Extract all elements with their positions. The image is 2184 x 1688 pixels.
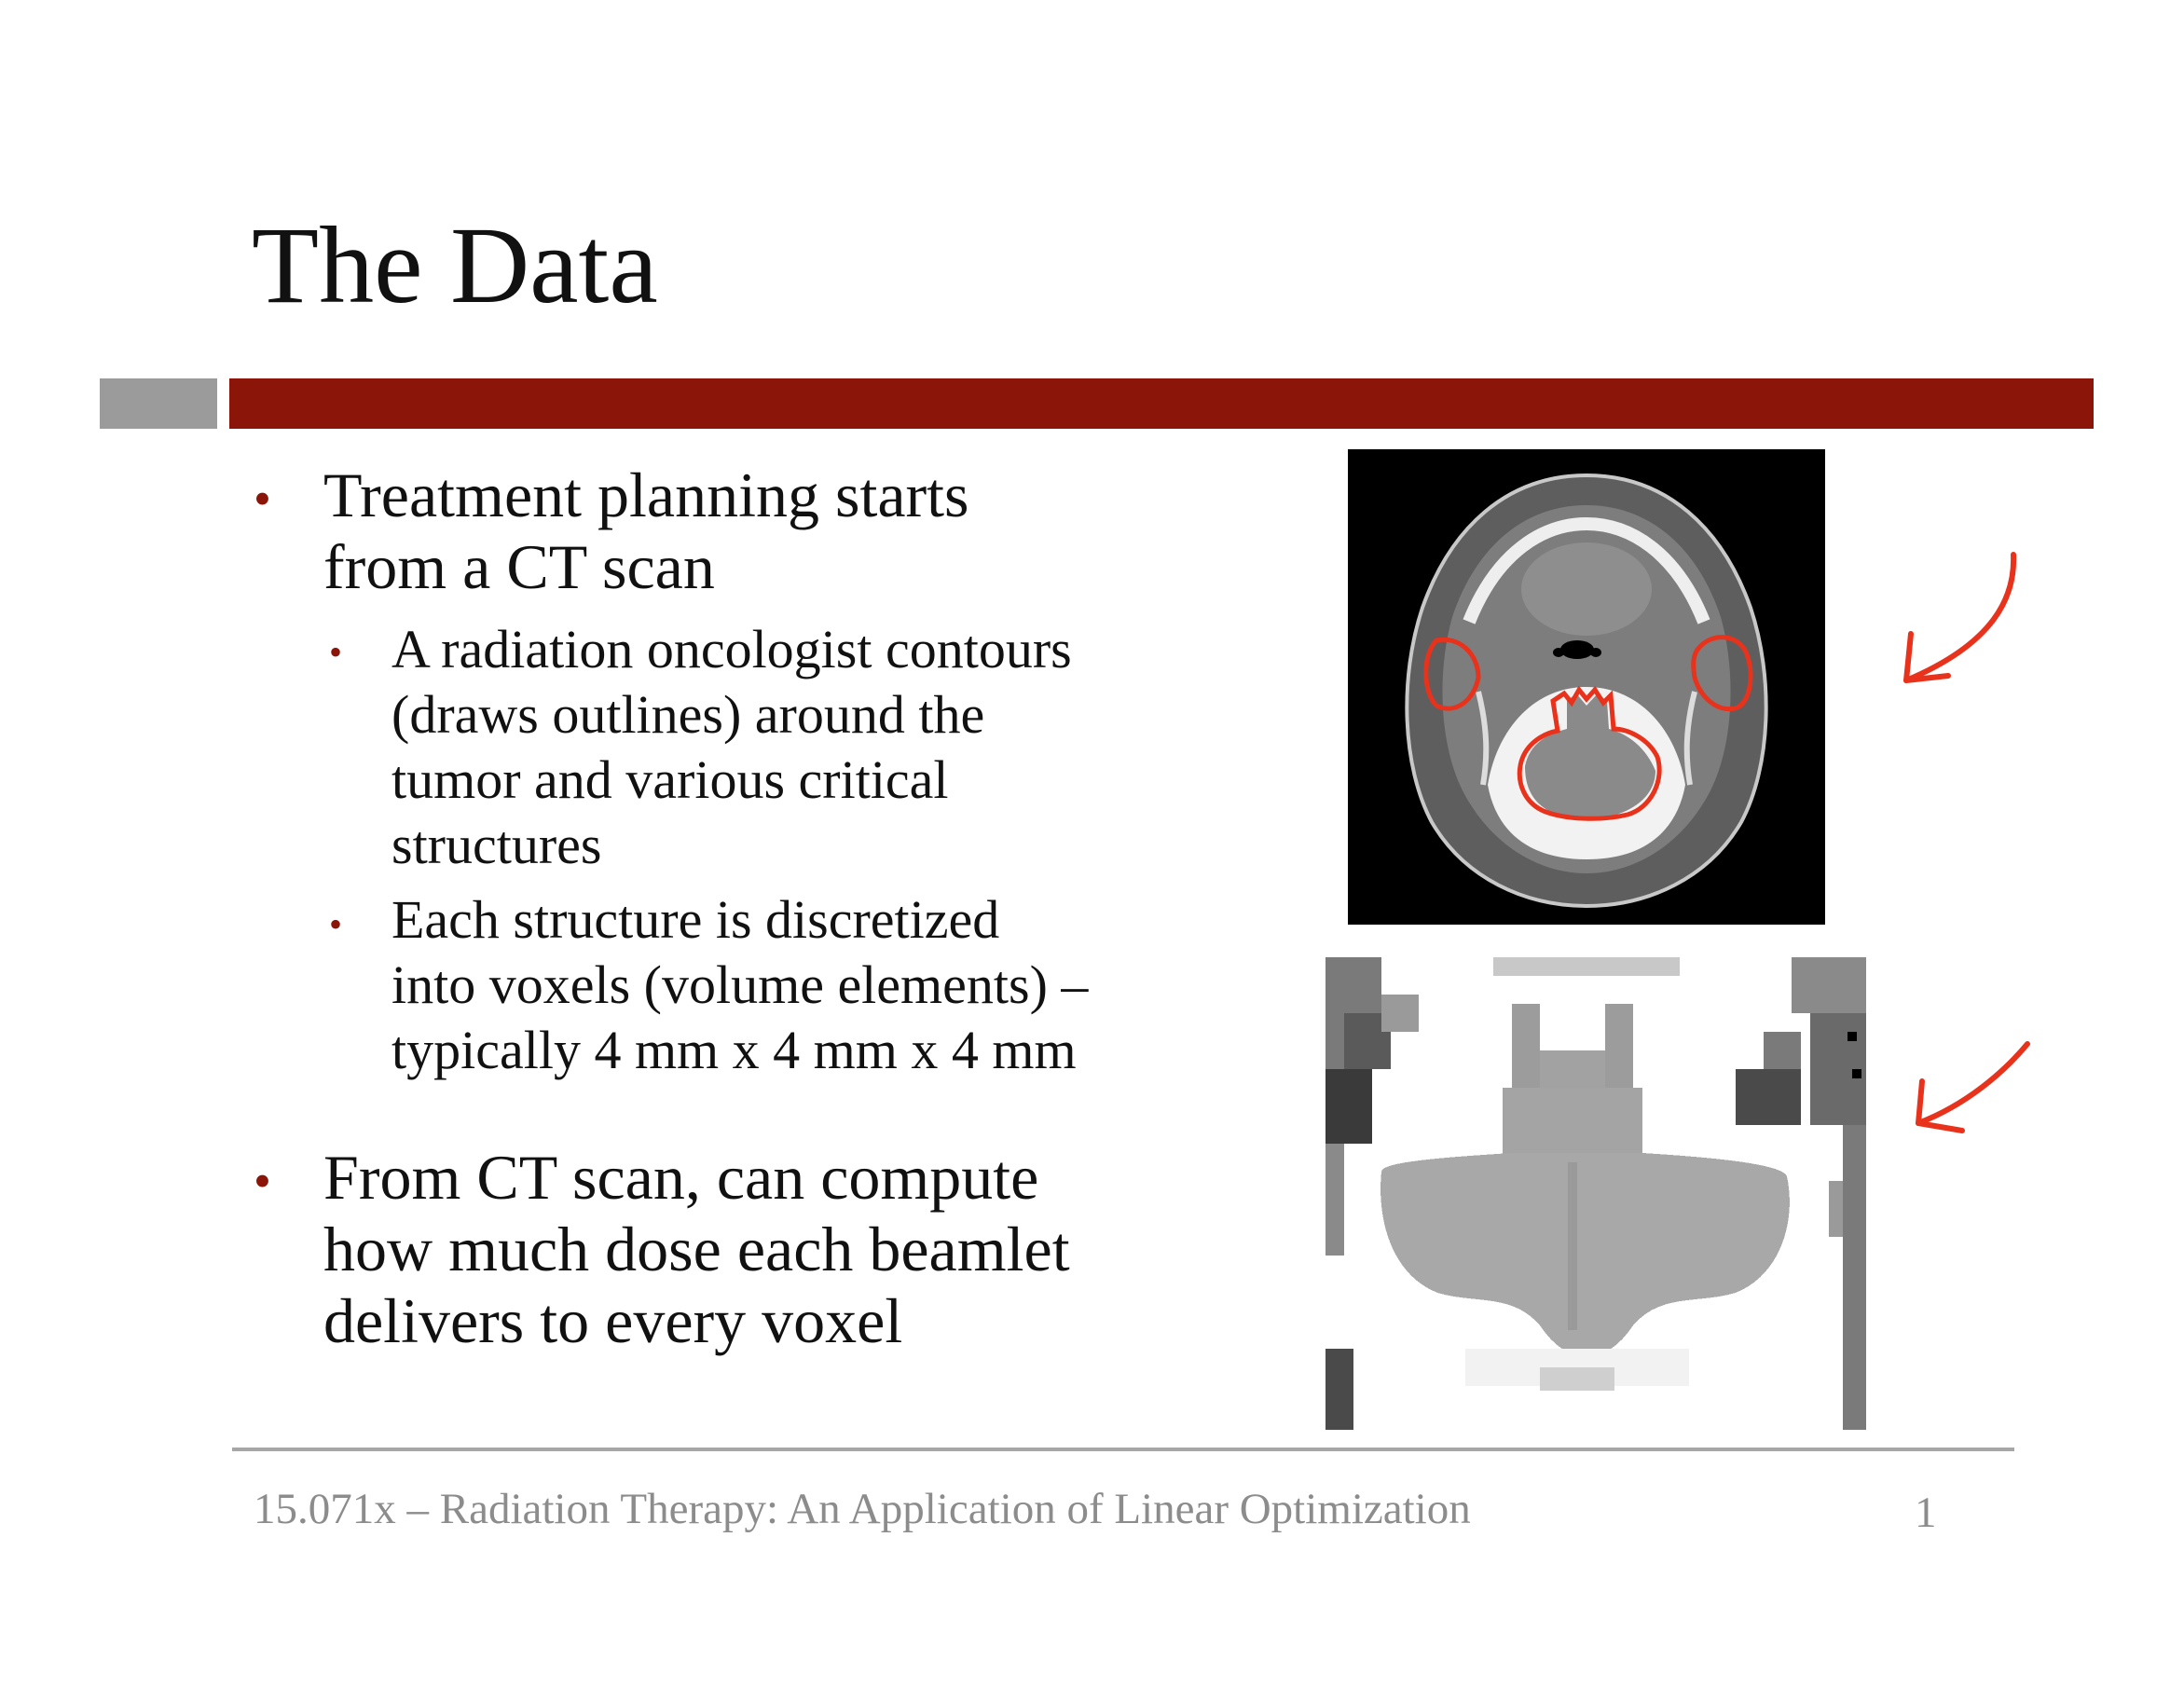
bullet-2-text	[323, 1142, 1070, 1357]
sub-bullet-1-text	[391, 617, 1072, 878]
bullet-2-line-1: From CT scan, can compute	[323, 1142, 1039, 1213]
bullet-1-line-2: from a CT scan	[323, 531, 715, 602]
header-bar-red	[229, 378, 2094, 429]
sub-bullet-marker-1: •	[329, 631, 343, 673]
annotation-arrow-bottom	[1902, 1030, 2041, 1146]
bullet-2-line-3: delivers to every voxel	[323, 1285, 903, 1356]
annotation-arrow-top	[1892, 541, 2032, 699]
bullet-marker-2: •	[254, 1153, 271, 1209]
ct-scan-axial-image	[1348, 449, 1825, 925]
sub-bullet-1-line-4: structures	[391, 815, 602, 875]
page-number: 1	[1915, 1489, 1937, 1537]
sub-bullet-2-line-3: typically 4 mm x 4 mm x 4 mm	[391, 1020, 1077, 1080]
sub-bullet-2-line-1: Each structure is discretized	[391, 889, 1000, 950]
sub-bullet-1-line-2: (draws outlines) around the	[391, 684, 985, 745]
sub-bullet-2-line-2: into voxels (volume elements) –	[391, 954, 1089, 1015]
sub-bullet-2-text	[391, 887, 1088, 1083]
header-bar-grey	[100, 378, 217, 429]
bullet-1-text	[323, 460, 969, 603]
bullet-2-line-2: how much dose each beamlet	[323, 1214, 1070, 1284]
bullet-1-line-1: Treatment planning starts	[323, 460, 969, 530]
bullet-marker-1: •	[254, 471, 271, 527]
footer-text: 15.071x – Radiation Therapy: An Application of Linear Optimization	[254, 1485, 1471, 1533]
sub-bullet-1-line-3: tumor and various critical	[391, 749, 949, 810]
footer-divider	[232, 1448, 2014, 1451]
slide-title: The Data	[252, 204, 658, 326]
sub-bullet-marker-2: •	[329, 903, 343, 945]
ct-voxel-zoom-image	[1326, 957, 1866, 1430]
sub-bullet-1-line-1: A radiation oncologist contours	[391, 619, 1072, 679]
